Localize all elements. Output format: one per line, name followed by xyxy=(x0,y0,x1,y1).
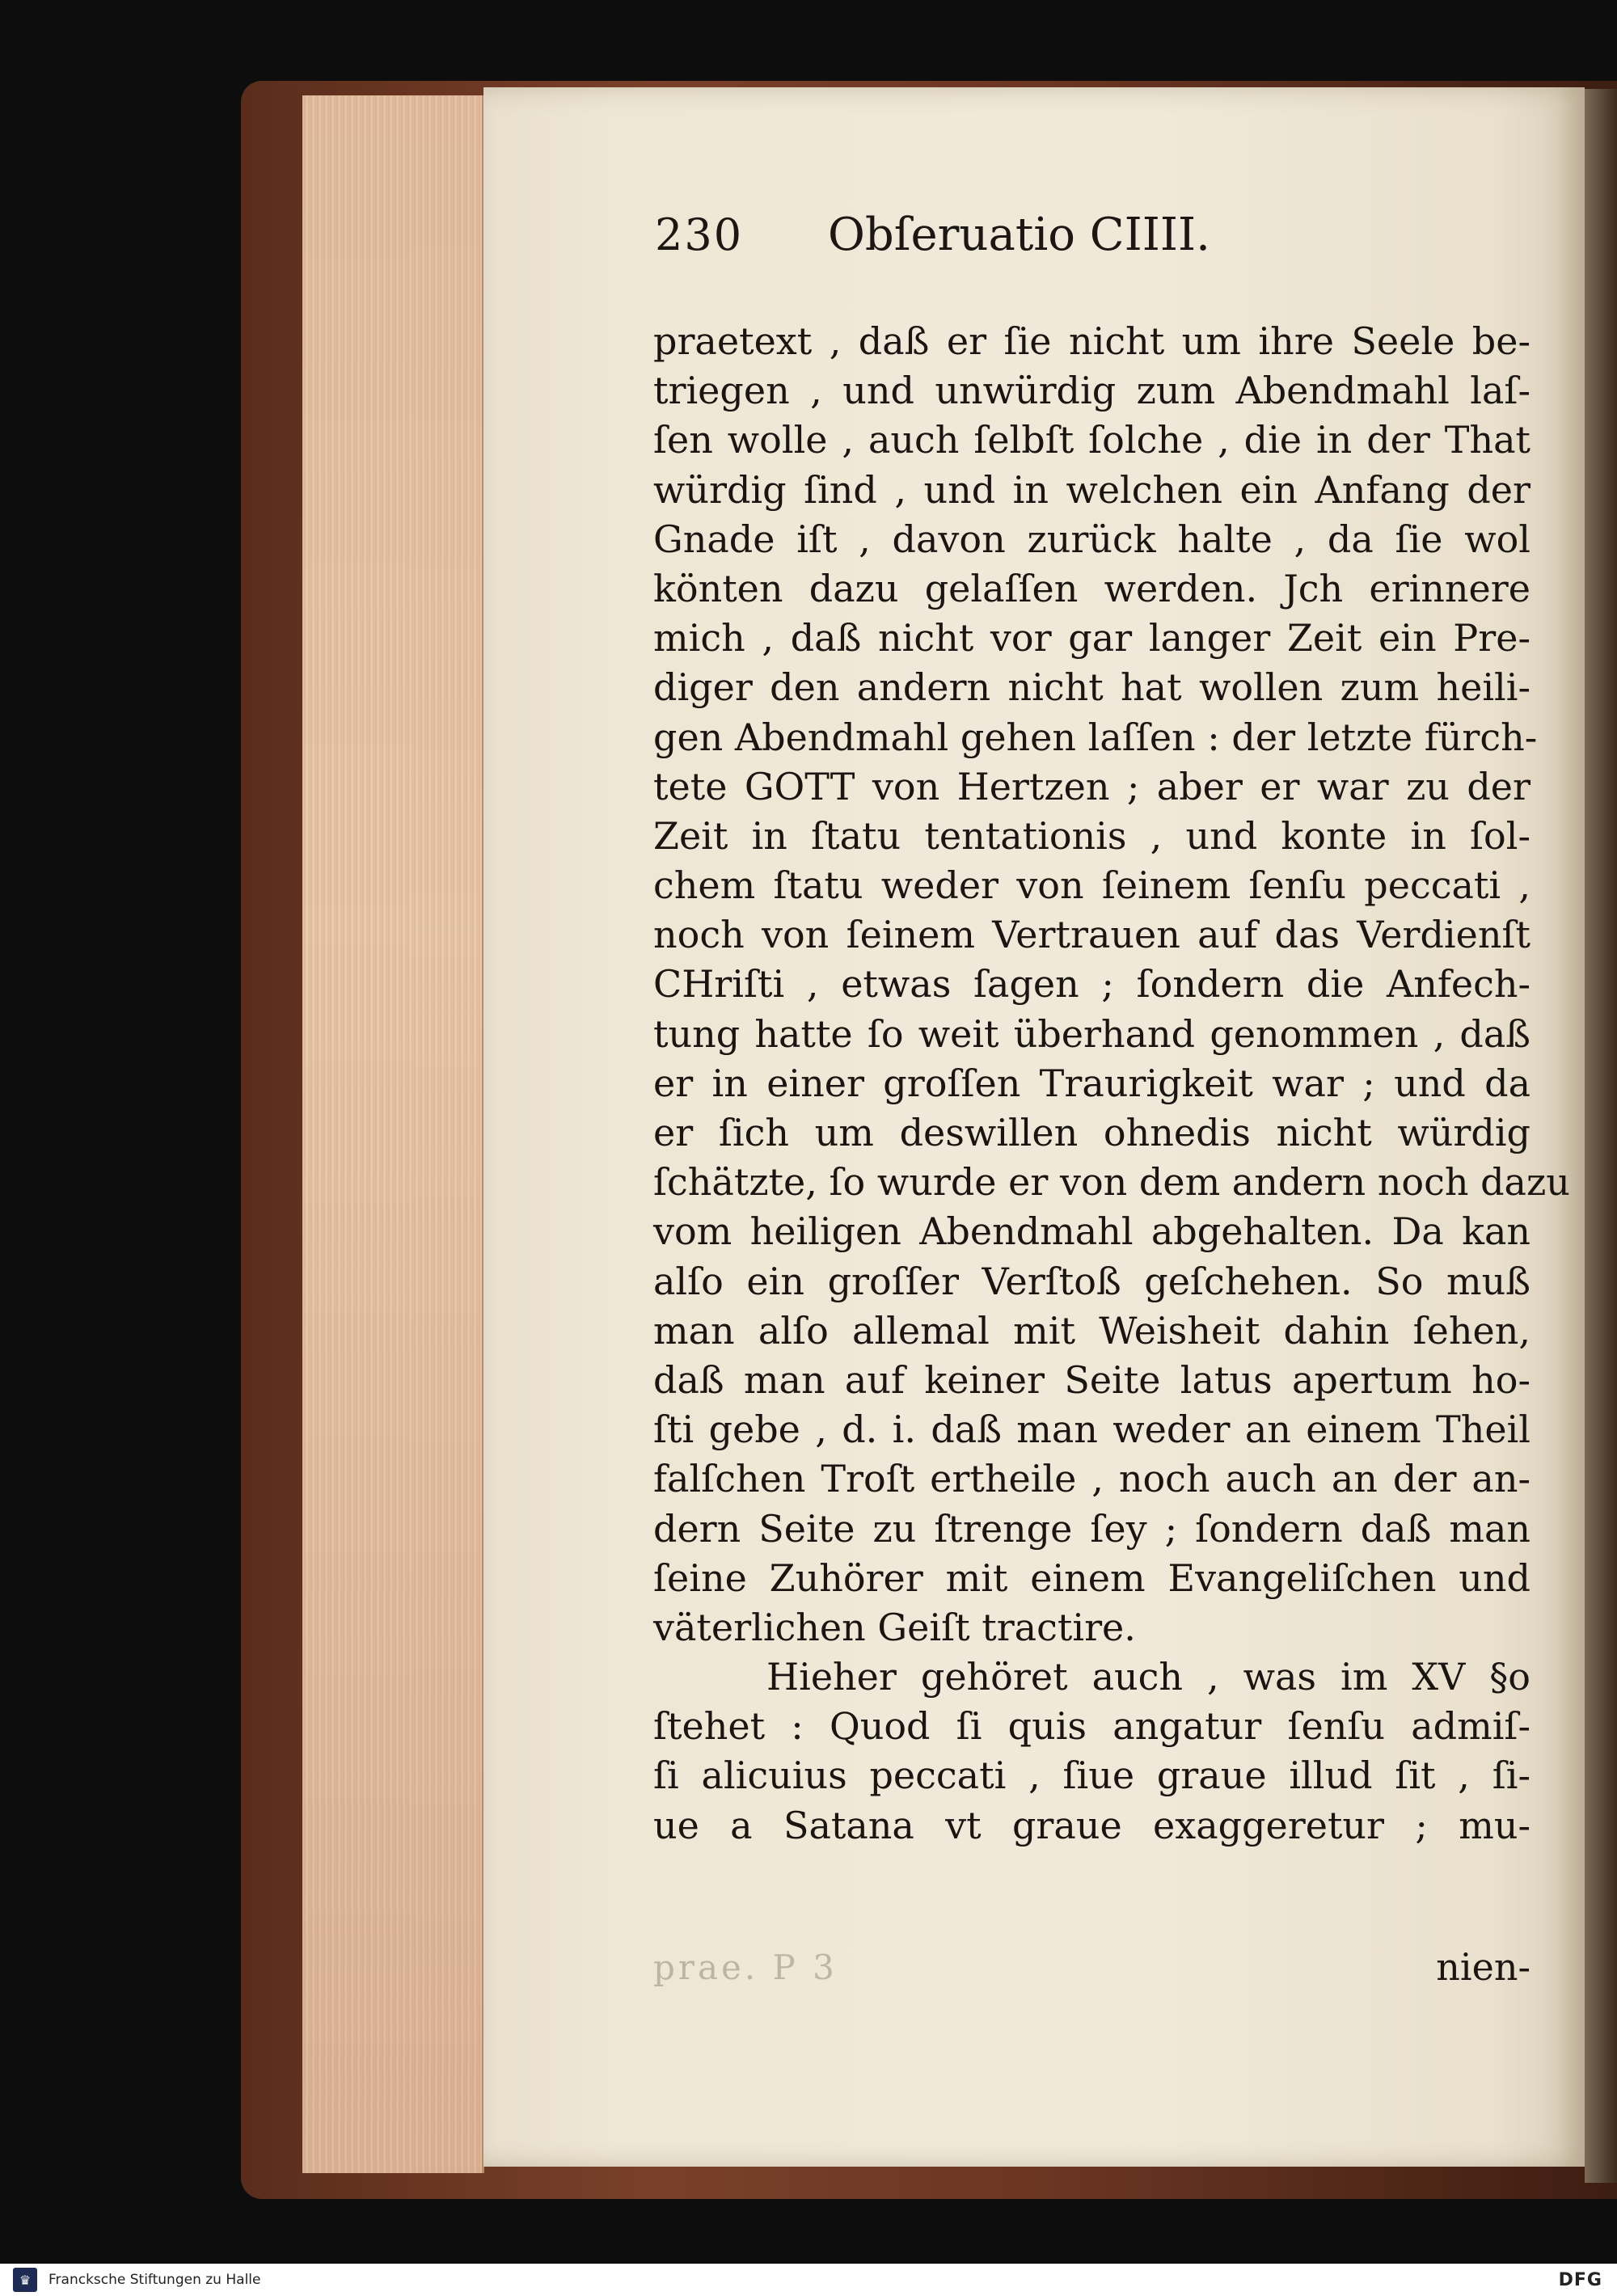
text-line: tung hatte ſo weit überhand genommen , daß xyxy=(653,1011,1530,1056)
text-line: er ſich um deswillen ohnedis nicht würdig xyxy=(653,1111,1530,1154)
text-line: alſo ein groſſer Verſtoß geſchehen. So muß xyxy=(653,1259,1530,1303)
text-line: praetext , daß er ſie nicht um ihre Seele be- xyxy=(653,319,1530,363)
text-line: würdig ſind , und in welchen ein Anfang der xyxy=(653,467,1530,512)
running-head-title: Obſeruatio CIIII. xyxy=(828,209,1210,261)
text-line: noch von ſeinem Vertrauen auf das Verdienſt xyxy=(653,913,1530,957)
text-line: gen Abendmahl gehen laſſen : der letzte fürch- xyxy=(653,715,1538,759)
text-line: ue a Satana vt graue exaggeretur ; mu- xyxy=(653,1803,1530,1847)
text-line: könten dazu gelaſſen werden. Jch erinnere xyxy=(653,566,1530,610)
text-line: triegen , und unwürdig zum Abendmahl laſ- xyxy=(653,369,1530,413)
dfg-logo: DFG xyxy=(1558,2269,1602,2290)
text-line: tete GOTT von Hertzen ; aber er war zu der xyxy=(653,764,1530,808)
text-line: väterlichen Geiſt tractire. xyxy=(653,1605,1136,1649)
page-number: 230 xyxy=(655,209,744,260)
text-line: chem ſtatu weder von ſeinem ſenſu peccati , xyxy=(653,863,1530,908)
facing-page-edge xyxy=(1585,89,1617,2183)
page-body-text xyxy=(653,317,1570,1851)
text-line: ſti gebe , d. i. daß man weder an einem Theil xyxy=(653,1408,1530,1452)
text-line: ſi alicuius peccati , ſiue graue illud ſit , ſi- xyxy=(653,1754,1530,1798)
bleed-through-text: prae. P 3 xyxy=(653,1947,838,1987)
catchword: nien- xyxy=(1436,1945,1530,1989)
institution-logo-icon: ♛ xyxy=(13,2268,37,2292)
catchword-row xyxy=(653,1939,1530,1995)
running-head xyxy=(655,209,1383,289)
text-line: vom heiligen Abendmahl abgehalten. Da kan xyxy=(653,1209,1530,1254)
text-line: er in einer groſſen Traurigkeit war ; und da xyxy=(653,1061,1530,1105)
text-line: Hieher gehöret auch , was im XV §o xyxy=(766,1655,1530,1699)
text-line: ſtehet : Quod ſi quis angatur ſenſu admiſ- xyxy=(653,1704,1530,1749)
text-line: Zeit in ſtatu tentationis , und konte in ſol- xyxy=(653,813,1530,858)
page-edges-shading xyxy=(302,95,482,2173)
viewer-footer xyxy=(0,2264,1617,2296)
text-line: man alſo allemal mit Weisheit dahin ſehen, xyxy=(653,1308,1530,1353)
institution-name: Francksche Stiftungen zu Halle xyxy=(49,2272,261,2288)
text-line: ſeine Zuhörer mit einem Evangeliſchen und xyxy=(653,1555,1530,1600)
text-line: diger den andern nicht hat wollen zum heili- xyxy=(653,665,1530,710)
text-line: falſchen Troſt ertheile , noch auch an der an- xyxy=(653,1457,1530,1501)
text-line: CHriſti , etwas ſagen ; ſondern die Anfech- xyxy=(653,962,1530,1007)
text-line: ſen wolle , auch ſelbſt ſolche , die in der That xyxy=(653,418,1530,462)
text-line: mich , daß nicht vor gar langer Zeit ein Pre- xyxy=(653,616,1530,661)
text-line: daß man auf keiner Seite latus apertum ho- xyxy=(653,1357,1530,1402)
text-line: ſchätzte, ſo wurde er von dem andern noch dazu xyxy=(653,1160,1570,1205)
text-line: Gnade iſt , davon zurück halte , da ſie wol xyxy=(653,517,1530,561)
text-line: dern Seite zu ſtrenge ſey ; ſondern daß man xyxy=(653,1506,1530,1551)
